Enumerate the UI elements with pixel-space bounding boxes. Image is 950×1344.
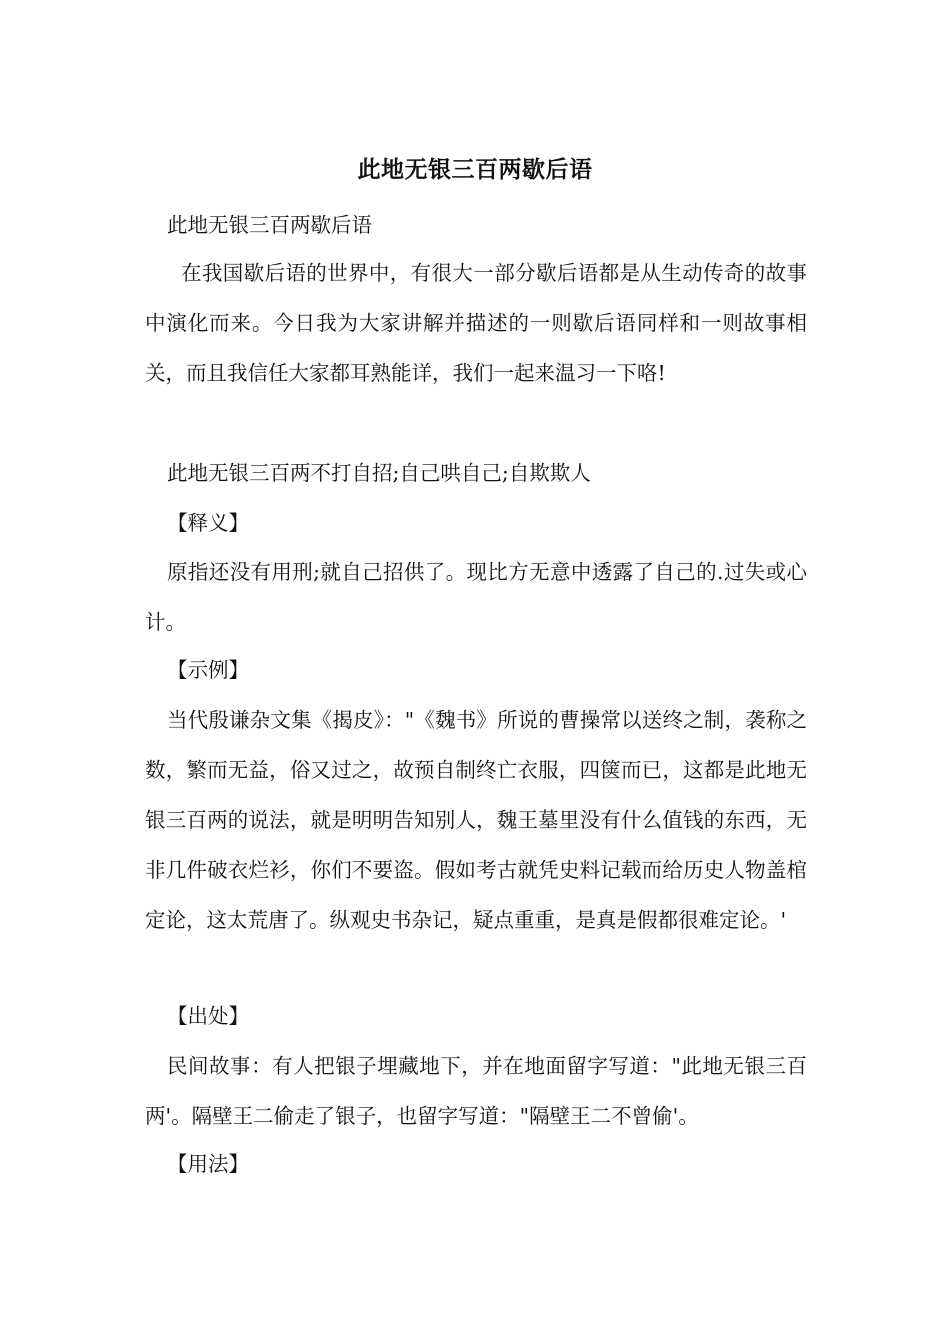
section-heading-example: 【示例】	[167, 658, 249, 682]
document-title: 此地无银三百两歇后语	[357, 156, 593, 183]
document-subtitle: 此地无银三百两歇后语	[167, 213, 372, 237]
section-body-source: 民间故事：有人把银子埋藏地下，并在地面留字写道："此地无银三百两'。隔壁王二偷走了银子，也留字写道："隔壁王二不曾偷'。	[145, 1054, 807, 1128]
section-body-definition: 原指还没有用刑;就自己招供了。现比方无意中透露了自己的.过失或心计。	[145, 560, 807, 634]
intro-paragraph: 在我国歇后语的世界中，有很大一部分歇后语都是从生动传奇的故事中演化而来。今日我为大家讲解并描述的一则歇后语同样和一则故事相关，而且我信任大家都耳熟能详，我们一起来温习一下咯!	[145, 261, 807, 385]
section-heading-definition: 【释义】	[167, 511, 249, 535]
section-heading-source: 【出处】	[167, 1004, 249, 1028]
section-heading-usage: 【用法】	[167, 1152, 249, 1176]
section-body-example: 当代殷谦杂文集《揭皮》："《魏书》所说的曹操常以送终之制，袭称之数，繁而无益，俗又过之，故预自制终亡衣服，四箧而已，这都是此地无银三百两的说法，就是明明告知别人，魏王墓里没有什么值钱的东西，无非几件破衣烂衫，你们不要盗。假如考古就凭史料记载而给历史人物盖棺定论，这太荒唐了。纵观史书杂记，疑点重重，是真是假都很难定论。'	[145, 708, 807, 932]
phrase-line: 此地无银三百两不打自招;自己哄自己;自欺欺人	[167, 461, 591, 485]
